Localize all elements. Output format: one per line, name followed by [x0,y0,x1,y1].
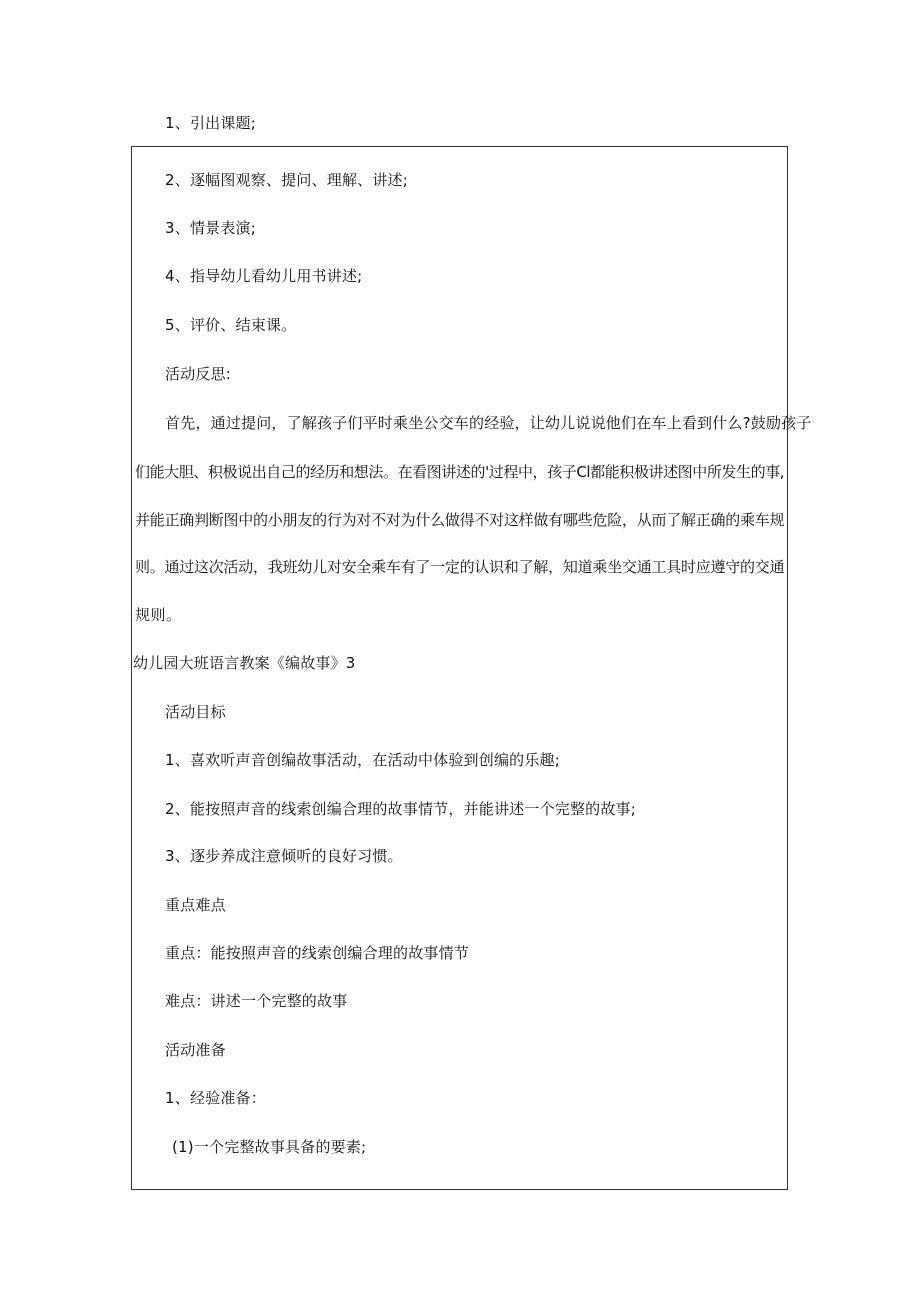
key-point: 重点：能按照声音的线索创编合理的故事情节 [165,944,470,962]
lesson-title: 幼儿园大班语言教案《编故事》3 [133,654,356,672]
goal-item: 1、喜欢听声音创编故事活动，在活动中体验到创编的乐趣; [165,751,560,769]
key-points-heading: 重点难点 [165,896,226,914]
goal-item: 2、能按照声音的线索创编合理的故事情节，并能讲述一个完整的故事; [165,800,637,818]
reflection-line: 则。通过这次活动，我班幼儿对安全乘车有了一定的认识和了解，知道乘坐交通工具时应遵守的交通 [135,558,785,576]
reflection-line: 规则。 [135,606,182,624]
goal-item: 3、逐步养成注意倾听的良好习惯。 [165,847,403,865]
intro-item: 1、引出课题; [165,114,256,132]
prep-subitem: (1)一个完整故事具备的要素; [172,1138,367,1156]
step-item: 5、评价、结束课。 [165,316,297,334]
step-item: 4、指导幼儿看幼儿用书讲述; [165,267,363,285]
difficult-point: 难点：讲述一个完整的故事 [165,992,348,1010]
reflection-line: 并能正确判断图中的小朋友的行为对不对为什么做得不对这样做有哪些危险，从而了解正确的乘车规 [135,511,785,529]
step-item: 2、逐幅图观察、提问、理解、讲述; [165,171,408,189]
prep-heading: 活动准备 [165,1041,226,1059]
prep-item: 1、经验准备： [165,1089,266,1107]
step-item: 3、情景表演; [165,219,256,237]
reflection-line: 们能大胆、积极说出自己的经历和想法。在看图讲述的'过程中，孩子Cl都能积极讲述图中所发生的事, [135,463,785,481]
reflection-heading: 活动反思: [165,365,232,383]
reflection-line: 首先，通过提问，了解孩子们平时乘坐公交车的经验，让幼儿说说他们在车上看到什么?鼓励孩子 [165,414,812,432]
goals-heading: 活动目标 [165,703,226,721]
